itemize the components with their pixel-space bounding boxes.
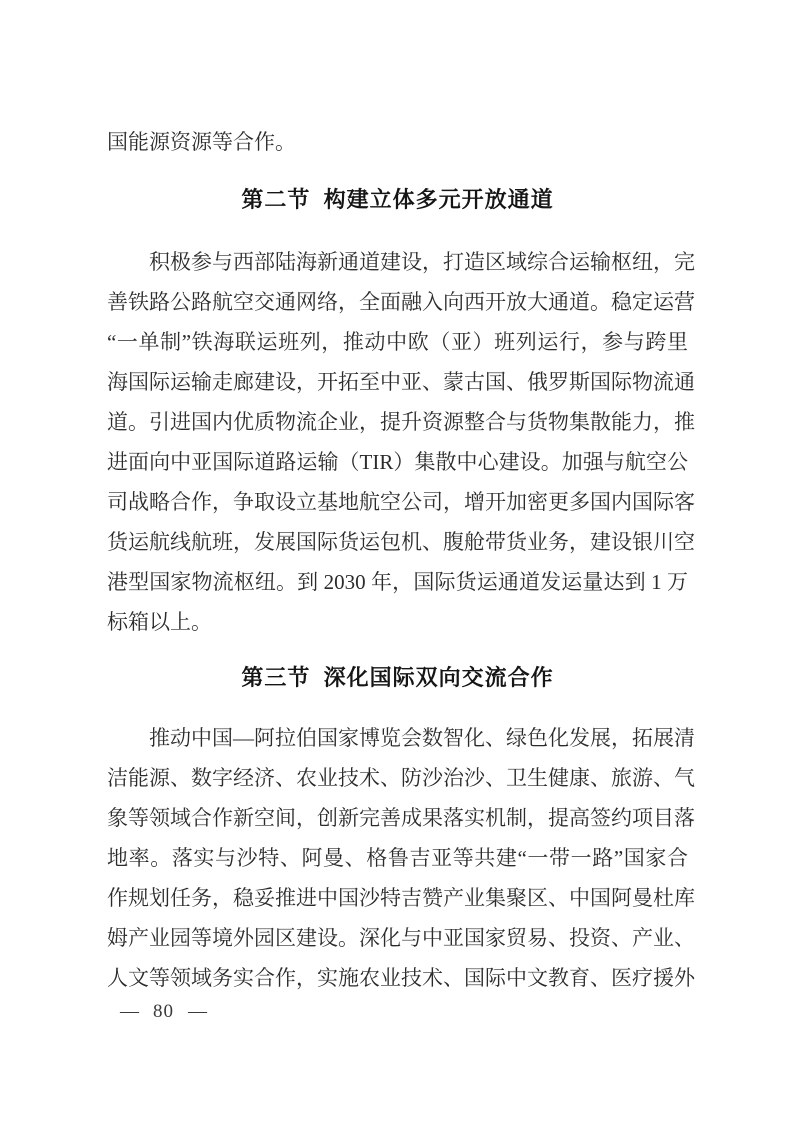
section-3-body xyxy=(107,718,695,998)
body-text-line: 姆产业园等境外园区建设。深化与中亚国家贸易、投资、产业、 xyxy=(107,926,695,950)
body-text-line: 善铁路公路航空交通网络，全面融入向西开放大通道。稳定运营 xyxy=(107,290,695,314)
section-2-title: 构建立体多元开放通道 xyxy=(323,187,554,212)
body-text-line: 地率。落实与沙特、阿曼、格鲁吉亚等共建“一带一路”国家合 xyxy=(107,846,688,870)
section-3-number: 第三节 xyxy=(241,665,311,690)
section-2-number: 第二节 xyxy=(241,187,311,212)
body-text-line: 洁能源、数字经济、农业技术、防沙治沙、卫生健康、旅游、气 xyxy=(107,766,695,790)
body-text-line: 标箱以上。 xyxy=(107,610,212,634)
body-text-line: 司战略合作，争取设立基地航空公司，增开加密更多国内国际客 xyxy=(107,490,695,514)
body-text-line: 积极参与西部陆海新通道建设，打造区域综合运输枢纽，完 xyxy=(149,250,695,274)
body-text-line: 道。引进国内优质物流企业，提升资源整合与货物集散能力，推 xyxy=(107,410,695,434)
page-number: 80 xyxy=(153,1001,174,1022)
body-text-line: 进面向中亚国际道路运输（TIR）集散中心建设。加强与航空公 xyxy=(107,450,688,474)
body-text-line: “一单制”铁海联运班列，推动中欧（亚）班列运行，参与跨里 xyxy=(107,330,688,354)
body-text-line: 象等领域合作新空间，创新完善成果落实机制，提高签约项目落 xyxy=(107,806,695,830)
body-text-line: 推动中国—阿拉伯国家博览会数智化、绿色化发展，拓展清 xyxy=(149,726,695,750)
page-footer xyxy=(120,1000,688,1024)
paragraph-continuation: 国能源资源等合作。 xyxy=(107,130,296,154)
section-3-title: 深化国际双向交流合作 xyxy=(323,665,554,690)
body-text-line: 港型国家物流枢纽。到 2030 年，国际货运通道发运量达到 1 万 xyxy=(107,570,688,594)
footer-right-dash: — xyxy=(188,1001,207,1022)
footer-left-dash: — xyxy=(120,1001,139,1022)
body-text-line: 海国际运输走廊建设，开拓至中亚、蒙古国、俄罗斯国际物流通 xyxy=(107,370,695,394)
body-text-line: 货运航线航班，发展国际货运包机、腹舱带货业务，建设银川空 xyxy=(107,530,695,554)
body-text-line: 人文等领域务实合作，实施农业技术、国际中文教育、医疗援外 xyxy=(107,966,695,990)
section-heading-3 xyxy=(107,658,688,698)
section-heading-2 xyxy=(107,180,688,220)
body-text-line: 作规划任务，稳妥推进中国沙特吉赞产业集聚区、中国阿曼杜库 xyxy=(107,886,695,910)
section-2-body xyxy=(107,242,695,642)
